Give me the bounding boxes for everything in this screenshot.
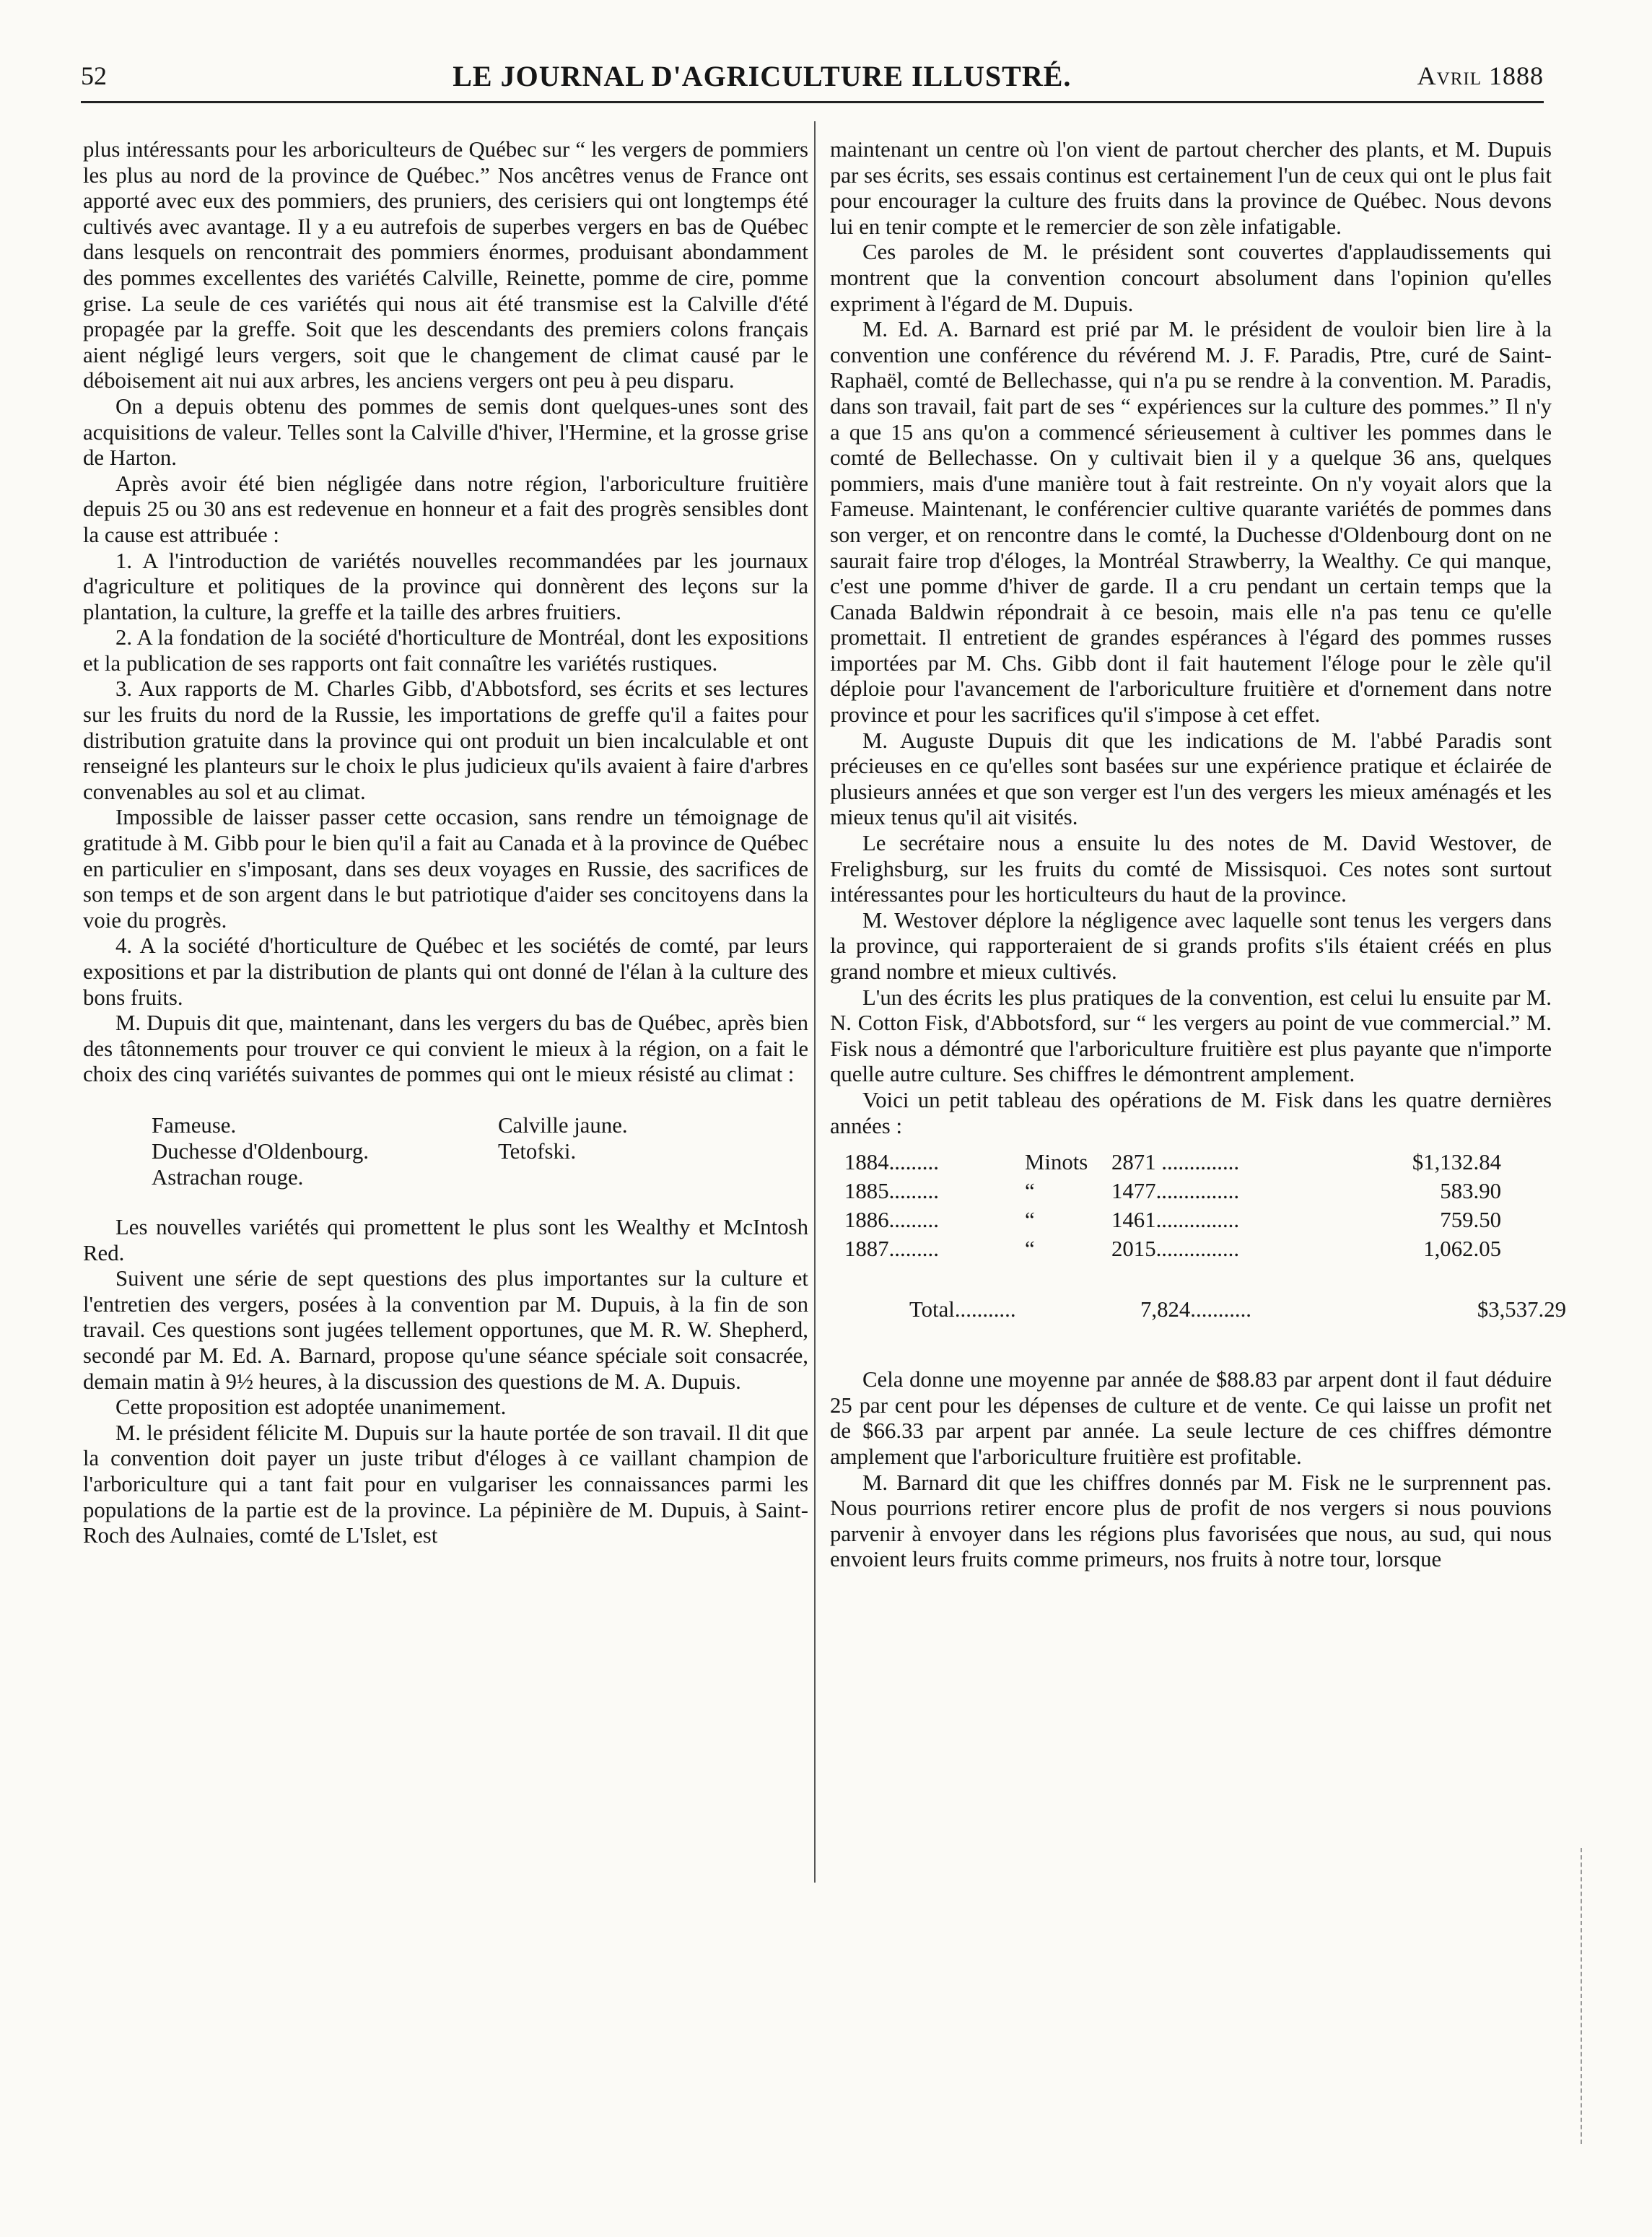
paragraph: Cette proposition est adoptée unanimement. — [115, 1395, 507, 1420]
variety-item: Astrachan rouge. — [152, 1164, 304, 1190]
table-total-row — [909, 1295, 1566, 1324]
paragraph: 4. A la société d'horticulture de Québec et les sociétés de comté, par leurs expositions et par la distribution de plants qui ont donné de l'élan à la culture des bons fruits. — [83, 933, 808, 1010]
paragraph: Impossible de laisser passer cette occasion, sans rendre un témoignage de gratitude à M. Gibb pour le bien qu'il a fait au Canada et à la province de Québec en particulier en s'imposant, dans ses deux voyages en Russie, des sacrifices de son temps et de son argent dans le but patriotique d'aider ses concitoyens dans la voie du progrès. — [83, 805, 808, 933]
quantity-cell: 1477............... — [1111, 1179, 1240, 1204]
unit-cell: Minots — [1025, 1150, 1088, 1175]
paragraph: 3. Aux rapports de M. Charles Gibb, d'Abbotsford, ses écrits et ses lectures sur les fruits du nord de la Russie, les importations de greffe qu'il a faites pour distribution gratuite dans la province qui ont produit un bien incalculable et ont renseigné les planteurs sur le choix le plus judicieux qu'ils avaient à faire d'arbres convenables au sol et au climat. — [83, 676, 808, 804]
right-column — [830, 137, 1566, 1573]
year-cell: 1885......... — [844, 1179, 939, 1204]
total-amount: $3,537.29 — [1477, 1297, 1566, 1322]
table-row — [844, 1177, 1537, 1205]
unit-cell: “ — [1025, 1208, 1035, 1233]
margin-rule — [1581, 1848, 1582, 2144]
amount-cell: 583.90 — [1440, 1179, 1501, 1204]
variety-item: Tetofski. — [498, 1138, 577, 1164]
paragraph: M. Auguste Dupuis dit que les indications de M. l'abbé Paradis sont précieuses en ce qu'elles sont basées sur une expérience pratique et éclairée de plusieurs années et que son verger est l'un des vergers les mieux aménagés et les mieux tenus qu'il ait visités. — [830, 728, 1552, 830]
unit-cell: “ — [1025, 1179, 1035, 1204]
paragraph: maintenant un centre où l'on vient de partout chercher des plants, et M. Dupuis par ses écrits, ses essais continus est certainement l'un de ceux qui ont le plus fait pour encourager la culture des fruits dans la province de Québec. Nous devons lui en tenir compte et le remercier de son zèle infatigable. — [830, 137, 1552, 239]
quantity-cell: 1461............... — [1111, 1208, 1240, 1233]
paragraph: Ces paroles de M. le président sont couvertes d'applaudissements qui montrent que la convention concourt absolument dans l'opinion qu'elles expriment à l'égard de M. Dupuis. — [830, 240, 1552, 316]
variety-item: Fameuse. — [152, 1112, 237, 1138]
issue-date: Avril 1888 — [1417, 61, 1544, 90]
total-label: Total........... — [909, 1297, 1016, 1322]
variety-item: Duchesse d'Oldenbourg. — [152, 1138, 369, 1164]
total-quantity: 7,824........... — [1140, 1297, 1251, 1322]
quantity-cell: 2871 .............. — [1111, 1150, 1240, 1175]
paragraph: L'un des écrits les plus pratiques de la convention, est celui lu ensuite par M. N. Cotton Fisk, d'Abbotsford, sur “ les vergers au point de vue commercial.” M. Fisk nous a démontré que l'arboriculture fruitière est plus payante que n'importe quelle autre culture. Ses chiffres le démontrent amplement. — [830, 985, 1552, 1087]
table-row — [844, 1234, 1537, 1263]
operations-table — [844, 1148, 1566, 1324]
paragraph: Le secrétaire nous a ensuite lu des notes de M. David Westover, de Frelighsburg, sur les fruits du comté de Missisquoi. Ces notes sont surtout intéressantes pour les horticulteurs du haut de la province. — [830, 831, 1552, 907]
paragraph: 1. A l'introduction de variétés nouvelles recommandées par les journaux d'agriculture et politiques de la province qui donnèrent des leçons sur la plantation, la culture, la greffe et la taille des arbres fruitiers. — [83, 548, 808, 624]
paragraph: Après avoir été bien négligée dans notre région, l'arboriculture fruitière depuis 25 ou 30 ans est redevenue en honneur et a fait des progrès sensibles dont la cause est attribuée : — [83, 471, 808, 547]
paragraph: Cela donne une moyenne par année de $88.83 par arpent dont il faut déduire 25 par cent pour les dépenses de culture et de vente. Ce qui laisse un profit net de $66.33 par arpent par année. La seule lecture de ces chiffres démontre amplement que l'arboriculture fruitière est profitable. — [830, 1367, 1552, 1469]
paragraph: M. Ed. A. Barnard est prié par M. le président de vouloir bien lire à la convention une conférence du révérend M. J. F. Paradis, Ptre, curé de Saint-Raphaël, comté de Bellechasse, qui n'a pu se rendre à la convention. M. Paradis, dans son travail, fait part de ses “ expériences sur la culture des pommes.” Il n'y a que 15 ans qu'on a commencé sérieusement à cultiver les pommes dans le comté de Bellechasse. On y cultivait bien il y a quelque 36 ans, quelques pommiers, mais d'une manière tout à fait restreinte. On n'y voyait alors que la Fameuse. Maintenant, le conférencier cultive quarante variétés de pommes dans son verger, et on rencontre dans le comté, la Duchesse d'Oldenbourg dont on ne saurait faire trop d'éloges, la Montréal Strawberry, la Wealthy. Ce qui manque, c'est une pomme d'hiver de garde. Il a cru pendant un certain temps que la Canada Baldwin répondrait à ce besoin, mais elle n'a pas tenu ce qu'elle promettait. Il entretient de grandes espérances à l'égard des pommes russes importées par M. Chs. Gibb dont il fait hautement l'éloge pour le zèle qu'il déploie pour l'avancement de l'arboriculture fruitière et d'ornement dans notre province et pour les sacrifices qu'il s'impose à cet effet. — [830, 317, 1552, 728]
paragraph: 2. A la fondation de la société d'horticulture de Montréal, dont les expositions et la publication de ses rapports ont fait connaître les variétés rustiques. — [83, 625, 808, 676]
page-number: 52 — [81, 61, 107, 90]
paragraph: M. le président félicite M. Dupuis sur la haute portée de son travail. Il dit que la convention doit payer un juste tribut d'éloges à ce vaillant champion de l'arboriculture qui a tant fait pour en vulgariser les connaissances parmi les populations de la partie est de la province. La pépinière de M. Dupuis, à Saint-Roch des Aulnaies, comté de L'Islet, est — [83, 1420, 808, 1548]
paragraph: Suivent une série de sept questions des plus importantes sur la culture et l'entretien des vergers, posées à la convention par M. Dupuis, à la fin de son travail. Ces questions sont jugées tellement opportunes, que M. R. W. Shepherd, secondé par M. Ed. A. Barnard, propose qu'une séance spéciale soit consacrée, demain matin à 9½ heures, à la discussion des questions de M. A. Dupuis. — [83, 1266, 808, 1394]
unit-cell: “ — [1025, 1237, 1035, 1262]
paragraph: M. Dupuis dit que, maintenant, dans les vergers du bas de Québec, après bien des tâtonnements pour trouver ce qui convient le mieux à la région, on a fait le choix des cinq variétés suivantes de pommes qui ont le mieux résisté au climat : — [83, 1011, 808, 1087]
journal-title: LE JOURNAL D'AGRICULTURE ILLUSTRÉ. — [453, 59, 1072, 92]
table-row — [844, 1148, 1537, 1177]
paragraph: Les nouvelles variétés qui promettent le plus sont les Wealthy et McIntosh Red. — [83, 1214, 808, 1265]
year-cell: 1887......... — [844, 1237, 939, 1262]
year-cell: 1886......... — [844, 1208, 939, 1233]
year-cell: 1884......... — [844, 1150, 939, 1175]
apple-varieties-list — [152, 1112, 700, 1190]
table-row — [844, 1205, 1537, 1234]
paragraph: plus intéressants pour les arboriculteurs de Québec sur “ les vergers de pommiers les plus au nord de la province de Québec.” Nos ancêtres venus de France ont apporté avec eux des pommiers, des pruniers, des cerisiers qui ont longtemps été cultivés avec avantage. Il y a eu autrefois de superbes vergers en bas de Québec dans lesquels on rencontrait des pommiers énormes, produisant abondamment des pommes excellentes des variétés Calville, Reinette, pomme de cire, pomme grise. La seule de ces variétés qui nous ait été transmise est la Calville d'été propagée par la greffe. Soit que les descendants des premiers colons français aient négligé leurs vergers, soit que le changement de climat causé par le déboisement ait nui aux arbres, les anciens vergers ont peu à peu disparu. — [83, 137, 808, 393]
quantity-cell: 2015............... — [1111, 1237, 1240, 1262]
page-header — [81, 51, 1544, 103]
amount-cell: 759.50 — [1440, 1208, 1501, 1233]
paragraph: M. Barnard dit que les chiffres donnés par M. Fisk ne le surprennent pas. Nous pourrions retirer encore plus de profit de nos vergers si nous pouvions parvenir à envoyer dans les régions plus favorisées que nous, au sud, qui nous envoient leurs fruits comme primeurs, nos fruits à notre tour, lorsque — [830, 1470, 1552, 1572]
paragraph: On a depuis obtenu des pommes de semis dont quelques-unes sont des acquisitions de valeur. Telles sont la Calville d'hiver, l'Hermine, et la grosse grise de Harton. — [83, 393, 808, 471]
paragraph: M. Westover déplore la négligence avec laquelle sont tenus les vergers dans la province, qui rapporteraient de si grands profits s'ils étaient créés en plus grand nombre et mieux cultivés. — [830, 907, 1552, 984]
amount-cell: 1,062.05 — [1423, 1237, 1501, 1262]
amount-cell: $1,132.84 — [1412, 1150, 1501, 1175]
left-column — [83, 137, 808, 1549]
variety-item: Calville jaune. — [498, 1112, 628, 1138]
column-divider — [814, 121, 816, 1883]
paragraph: Voici un petit tableau des opérations de M. Fisk dans les quatre dernières années : — [830, 1087, 1552, 1138]
